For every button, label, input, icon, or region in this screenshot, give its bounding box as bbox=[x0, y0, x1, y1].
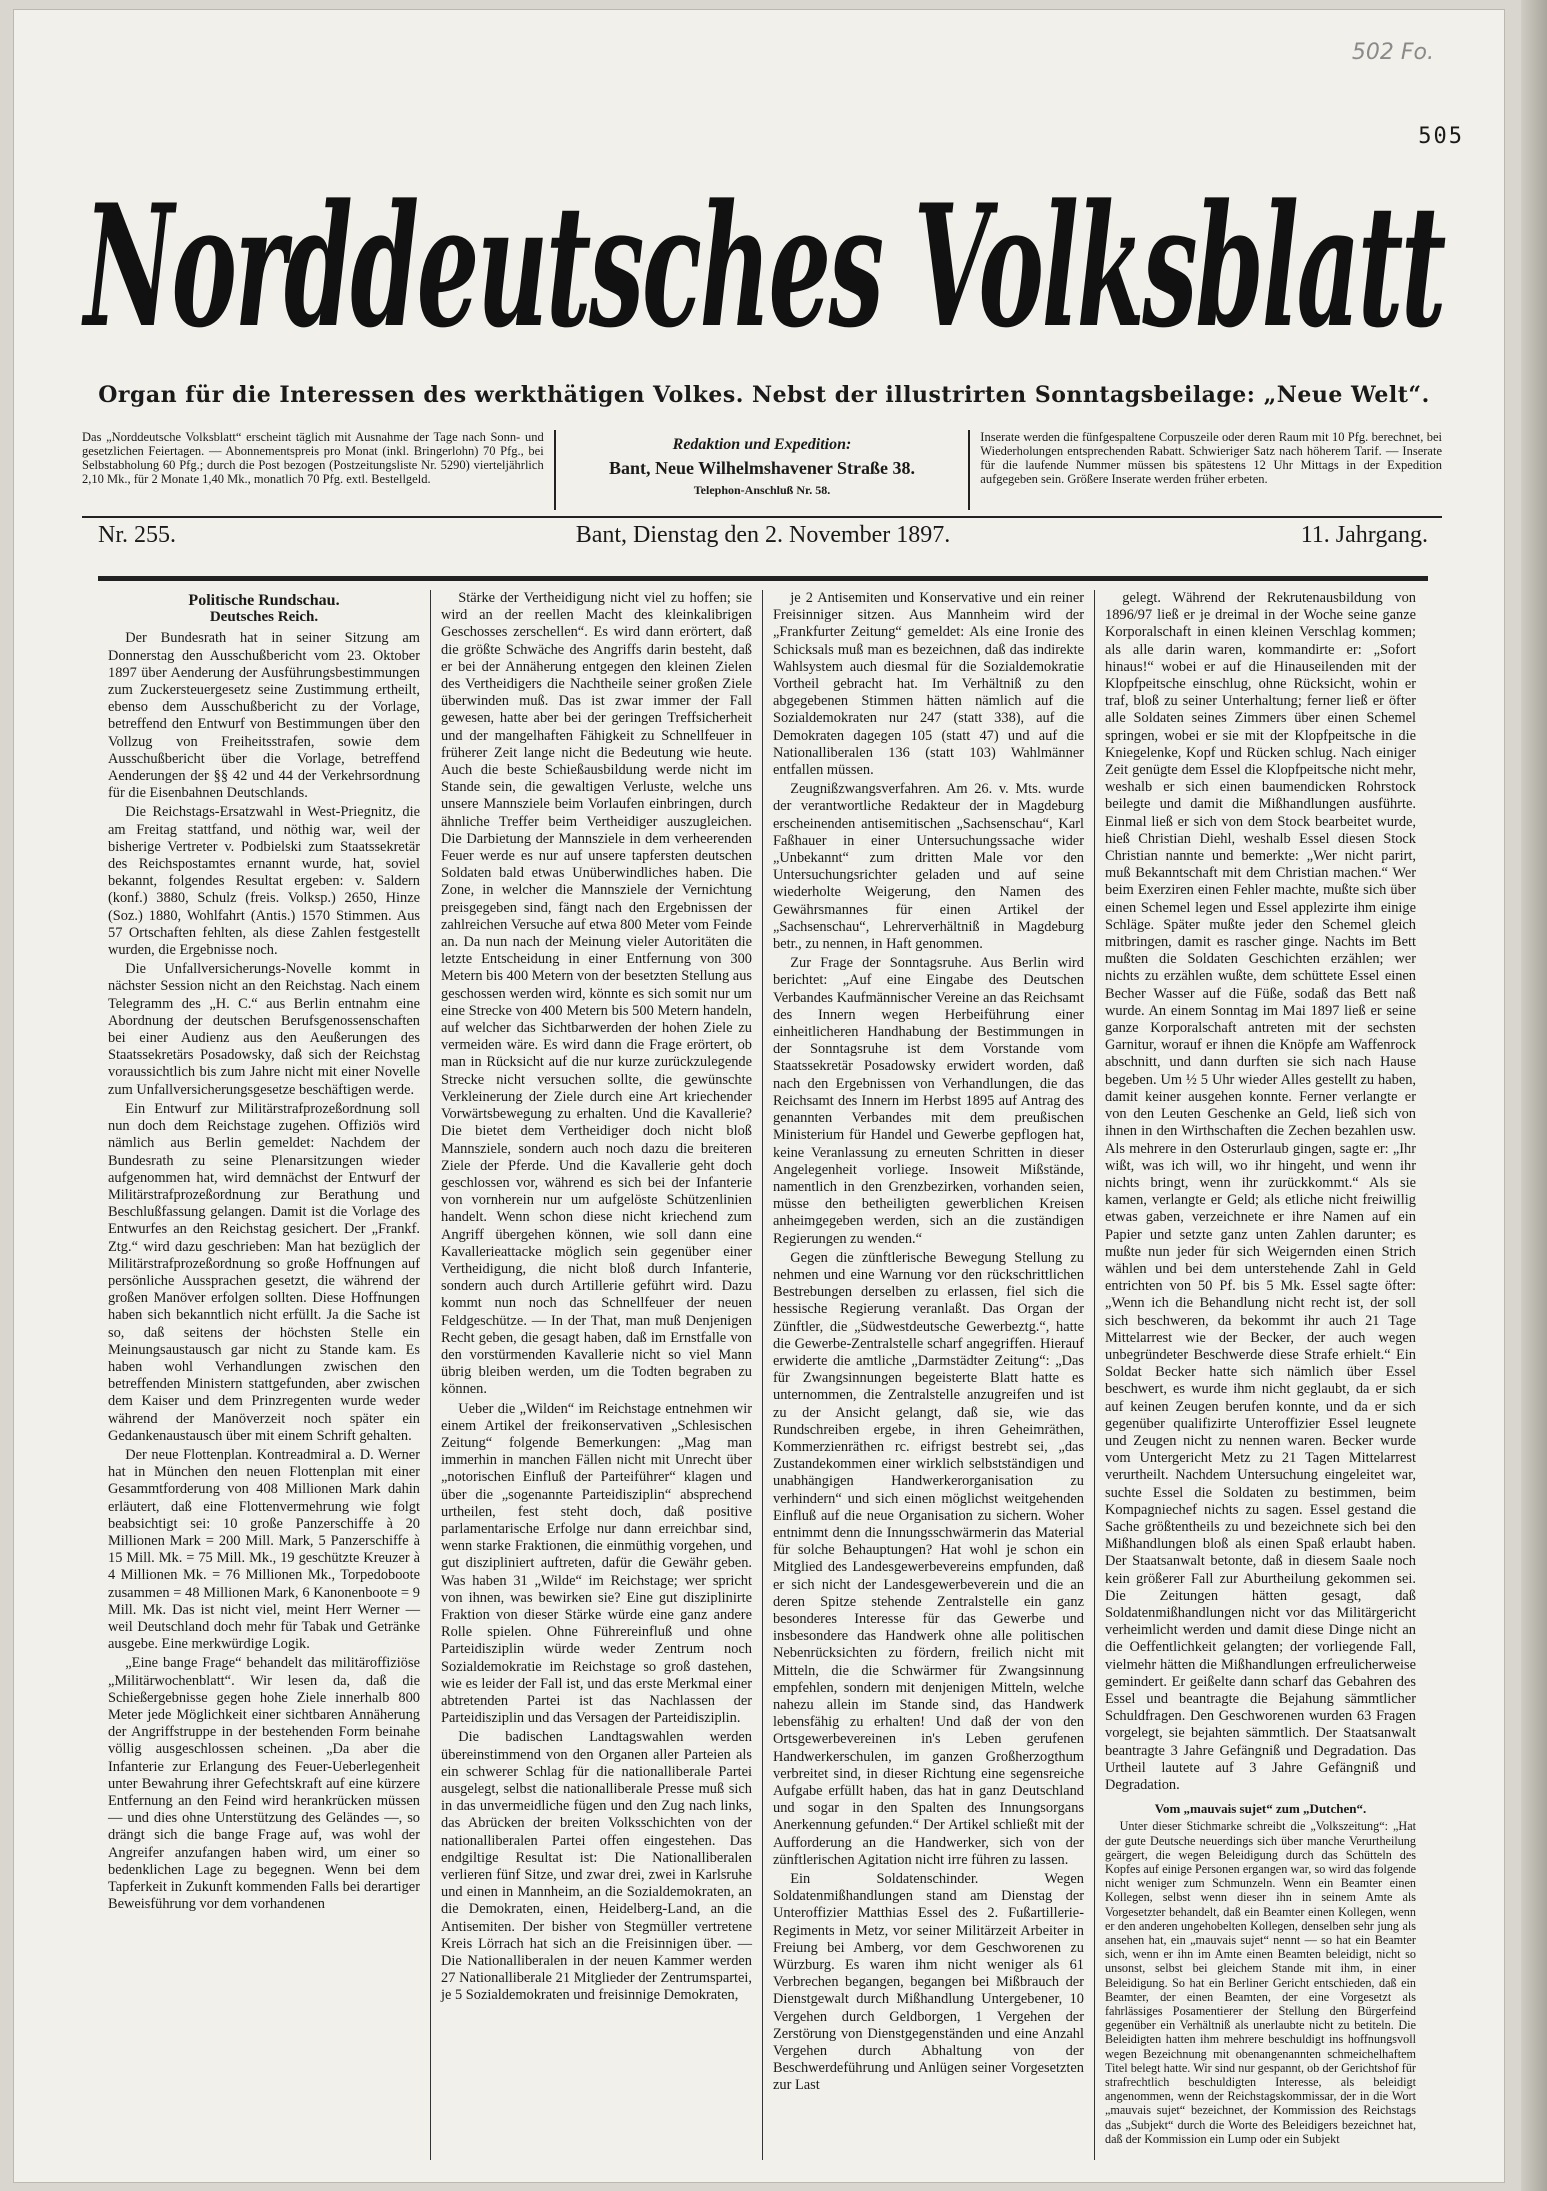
article-paragraph: Der Bundesrath hat in seiner Sitzung am Donnerstag den Ausschußbericht vom 23. Oktober 1897 über Aenderung der Ausführungsbestimmungen zum Zuckersteuergesetz seine Zustimmung ertheilt, ebenso dem Ausschußbericht zu der Vorlage, betreffend den Entwurf von Bestimmungen über den Vollzug von Freiheitsstrafen, sowie dem Ausschußbericht über die Vorlage, betreffend Aenderungen der §§ 42 und 44 der Verkehrsordnung für die Eisenbahnen Deutschlands. bbox=[108, 630, 420, 802]
article-paragraph: gelegt. Während der Rekrutenausbildung von 1896/97 ließ er je dreimal in der Woche seine ganze Korporalschaft in einen kleinen Verschlag kommen; als alle darin waren, kommandirte er: „Sofort hinaus!“ wobei er auf die Hinauseilenden mit der Klopfpeitsche einschlug, ohne Rücksicht, wohin er traf, bloß zu seiner Unterhaltung; ferner ließ er öfter alle Soldaten seines Zimmers über einen Schemel springen, wobei er sie mit der Klopfpeitsche in die Kniegelenke, Kopf und Rücken schlug. Nach einiger Zeit genügte dem Essel die Klopfpeitsche nicht mehr, weshalb er sich einen baumendicken Rohrstock beilegte und damit die Mißhandlungen ausführte. Einmal ließ er sich von dem Stock bearbeitet wurde, hieß Christian Diehl, weshalb Essel diesen Stock Christian nannte und bemerkte: „Wer nicht parirt, muß Bekanntschaft mit dem Christian machen.“ Wer beim Exerziren einen Fehler machte, mußte sich über einen Schemel legen und Essel applezirte ihm einige Schläge. Später mußte jeder den Schemel gleich mitbringen, damit es rascher ginge. Nachts im Bett mußten die Soldaten Geschichten erzählen; wer nichts zu erzählen wußte, dem schüttete Essel einen Becher Wasser auf die Füße, sodaß das Bett naß wurde. An einem Sonntag im Mai 1897 ließ er seine ganze Korporalschaft antreten mit der sechsten Garnitur, worauf er ihnen die Knöpfe am Waffenrock abschnitt, und dann durften sie sich nach Hause begeben. Um ½ 5 Uhr wieder Alles gestellt zu haben, damit keiner ausgehen konnte. Ferner verlangte er von den Leuten Geschenke an Geld, ließ sich von ihnen in den Wirthschaften die Zechen bezahlen usw. Als mehrere in den Osterurlaub gingen, sagte er: „Ihr wißt, was ich will, wo ihr hingeht, und wenn ihr nichts bringt, wenn ihr zurückkommt.“ Als sie kamen, verlangte er Geld; als etliche nicht freiwillig etwas gaben, verzeichnete er ihre Namen auf ein Papier und setzte ganz unten Zahlen darunter; es mußte nun jeder für sich Weigernden einen Strich wählen und bei dem unterstehende Zahl in Geld entrichten von 50 Pf. bis 5 Mk. Essel sagte öfter: „Wenn ich die Behandlung nicht recht ist, der soll sich beschweren, da bekommt ihr auch 21 Tage Mittelarrest wie der Becker, der auch wegen unbegründeter Beschwerde diese Strafe erhielt.“ Ein Soldat Becker hatte sich nämlich über Essel beschwert, es wurde ihm nicht geglaubt, da er sich auf keinen Zeugen berufen konnte, und da er sich gegenüber qualifizirte Unteroffizier Essel leugnete und Zeugen nicht zu nennen waren. Becker wurde vom Untergericht Metz zu 21 Tagen Mittelarrest verurtheilt. Nachdem Untersuchung eingeleitet war, suchte Essel die Soldaten zu bestimmen, beim Kompagniechef nichts zu sagen. Essel gestand die Sache größtentheils zu und bezeichnete sich bei den Mißhandlungen bloß als einen Spaß erlaubt haben. Der Staatsanwalt betonte, daß in diesem Saale noch kein größerer Fall zur Aburtheilung gekommen sei. Die Zeitungen hätten gesagt, daß Soldatenmißhandlungen nicht vor das Militärgericht verheimlicht werden und damit diese Dinge nicht an die Oeffentlichkeit gelangten; der vorliegende Fall, vielmehr hätten die Mißhandlungen erfreulicherweise gemindert. Er geißelte dann scharf das Gebahren des Essel und beantragte die Bejahung sämmtlicher Schuldfragen. Den Geschworenen wurden 63 Fragen vorgelegt, sie bejahten sämmtlich. Der Staatsanwalt beantragte 3 Jahre Gefängniß und Degradation. Das Urtheil lautete auf 3 Jahre Gefängniß und Degradation. bbox=[1105, 590, 1416, 1794]
binding-spine bbox=[1521, 0, 1547, 2191]
pencil-note: 502 Fo. bbox=[1351, 40, 1434, 65]
subsection-heading: Deutsches Reich. bbox=[209, 609, 319, 626]
article-paragraph: „Eine bange Frage“ behandelt das militäroffiziöse „Militärwochenblatt“. Wir lesen da, daß die Schießergebnisse gegen hohe Ziele innerhalb 800 Meter jede Möglichkeit einer sichtbaren Annäherung der Angriffstruppe in der bestehenden Form beinahe völlig ausgeschlossen scheinen. „Da aber die Infanterie zur Erlangung des Feuer-Ueberlegenheit unter Bewahrung ihrer Gefechtskraft auf eine kürzere Entfernung an den Feind wird herankrücken müssen — und dies ohne Unterstützung des Geländes —, so drängt sich die bange Frage auf, was wohl der Angreifer anzufangen haben wird, um einer so bedenklichen Lage zu begegnen. Wenn bei dem Tapferkeit in Zukunft kommenden Falls bei derartiger Beweisführung vor dem vorhandenen bbox=[108, 1655, 420, 1913]
section-heading: Politische Rundschau. bbox=[188, 592, 340, 609]
editorial-office-phone: Telephon-Anschluß Nr. 58. bbox=[693, 483, 831, 497]
info-row bbox=[82, 430, 1442, 510]
dateline bbox=[98, 522, 1428, 558]
issue-date: Bant, Dienstag den 2. November 1897. bbox=[575, 522, 951, 548]
article-paragraph: Stärke der Vertheidigung nicht viel zu hoffen; sie wird an der reellen Macht des kleinkalibrigen Geschosses zerschellen“. Es wird dann erörtert, daß die größte Schwäche des Angriffs darin besteht, daß er bei der Annäherung entgegen den kleinen Zielen des Vertheidigers die Nachtheile seiner großen Ziele überwinden muß. Das ist zwar immer der Fall gewesen, hatte aber bei der geringen Treffsicherheit und der mangelhaften Fähigkeit zu Schnellfeuer in früherer Zeit lange nicht die Bedeutung wie heute. Auch die beste Schießausbildung werde nicht im Stande sein, die gewaltigen Verluste, welche uns unsere Mannsziele beim Vorlaufen einbringen, durch ähnliche Treffer beim Vertheidiger auszugleichen. Die Darbietung der Mannsziele in dem verheerenden Feuer werde es nur auf unsere tapfersten deutschen Soldaten bald etwas Unüberwindliches haben. Die Zone, in welcher die Mannsziele der Vernichtung preisgegeben sind, fängt nach den Ergebnissen der zahlreichen Versuche auf etwa 800 Meter vom Feinde an. Da nun nach der Meinung vieler Autoritäten die letzte Entscheidung in einer Entfernung von 300 Metern bis 400 Metern von der besetzten Stellung aus geschossen werden wird, könnte es sich somit nur um eine Strecke von 400 Metern bis 500 Metern handeln, auf welcher das Sichtbarwerden der hohen Ziele zu vermeiden wäre. Es wird dann die Frage erörtert, ob man in Rücksicht auf die nur kurze zurückzulegende Strecke nicht versuchen sollte, die gewünschte Verkleinerung der Ziele durch eine Art kriechender Vorwärtsbewegung zu erhalten. Und die Kavallerie? Die bietet dem Vertheidiger doch nicht bloß Mannsziele, sondern auch noch dazu die breiteren Ziele der Pferde. Und die Kavallerie geht doch geschlossen vor, während es sich bei der Infanterie von vornherein nur um aufgelöste Schützenlinien handelt. Wenn schon diese nicht kriechend zum Angriff übergehen können, wie soll dann eine Kavallerieattacke möglich sein gegenüber einer Vertheidigung, die nicht bloß durch Infanterie, sondern auch durch Artillerie geführt wird. Dazu kommt nun noch das Schnellfeuer der neuen Feldgeschütze. — In der That, man muß Denjenigen Recht geben, die gesagt haben, daß im Ernstfalle von den vorstürmenden Kavallerie nicht so viel Mann übrig bleiben werden, um die Todten begraben zu können. bbox=[441, 590, 752, 1398]
article-paragraph: Die Unfallversicherungs-Novelle kommt in nächster Session nicht an den Reichstag. Nach einem Telegramm des „H. C.“ aus Berlin entnahm eine Abordnung der deutschen Berufsgenossenschaften bei einer Audienz aus den Aeußerungen des Staatssekretärs Posadowsky, daß sich der Reichstag voraussichtlich bis zum Jahre nicht mit einer Novelle zum Unfallversicherungsgesetze beschäftigen werde. bbox=[108, 961, 420, 1098]
dateline-rule bbox=[98, 576, 1428, 581]
article-paragraph: Ueber die „Wilden“ im Reichstage entnehmen wir einem Artikel der freikonservativen „Schlesischen Zeitung“ folgende Bemerkungen: „Mag man immerhin in manchen Fällen nicht mit Unrecht über „notorischen Einfluß der Parteiführer“ klagen und über die „sogenannte Parteidisziplin“ absprechend urtheilen, fest steht doch, daß positive parlamentarische Erfolge nur dann erreichbar sind, wenn starke Fraktionen, die einmüthig vorgehen, und gut diszipliniert auftreten, dafür die Gewähr geben. Was haben 31 „Wilde“ im Reichstage; wer spricht von ihnen, was bewirken sie? Eine gut disziplinirte Fraktion von dieser Stärke würde eine ganz andere Rolle spielen. Ohne Führereinfluß und ohne Parteidisziplin würde weder Zentrum noch Sozialdemokratie im Reichstage so groß dastehen, wie es leider der Fall ist, und das erste Merkmal einer abtretenden Partei ist das Nachlassen der Parteidisziplin und das Versagen der Parteidisziplin. bbox=[441, 1400, 752, 1727]
editorial-office bbox=[554, 430, 971, 510]
article-paragraph: Zur Frage der Sonntagsruhe. Aus Berlin wird berichtet: „Auf eine Eingabe des Deutschen Verbandes Kaufmännischer Vereine an das Reichsamt des Innern wegen Herbeiführung einer einheitlicheren Handhabung der Bestimmungen in der Sonntagsruhe ist dem Vorstande vom Staatssekretär Posadowsky erwidert worden, daß nach den Ergebnissen von Verhandlungen, die das Reichsamt des Innern im Herbst 1895 auf Antrag des genannten Verbandes mit dem preußischen Ministerium für Handel und Gewerbe gepflogen hat, keine Veranlassung zu erneuten Schritten in dieser Angelegenheit vorliege. Insoweit Mißstände, namentlich in den Grenzbezirken, vorhanden seien, müsse den betheiligten gewerblichen Kreisen anheimgegeben werden, sich an die zuständigen Regierungen zu wenden.“ bbox=[773, 955, 1084, 1247]
article-paragraph: Zeugnißzwangsverfahren. Am 26. v. Mts. wurde der verantwortliche Redakteur der in Magdeburg erscheinenden antisemitischen „Sachsenschau“, Karl Faßhauer in einer Untersuchungssache wider „Unbekannt“ zum dritten Male vor den Untersuchungsrichter geladen und auf seine wiederholte Weigerung, den Namen des Gewährsmannes für einen Artikel der „Sachsenschau“, Lehrerverhältniß in Magdeburg betr., zu nennen, in Haft genommen. bbox=[773, 781, 1084, 953]
volume-number: 11. Jahrgang. bbox=[1300, 522, 1428, 548]
article-paragraph: Unter dieser Stichmarke schreibt die „Volkszeitung“: „Hat der gute Deutsche neuerdings sich über manche Verurtheilung geärgert, die wegen Beleidigung durch das Schütteln des Kopfes auf einige Personen ergangen war, so wird das folgende nicht weniger zum Schmunzeln. Wenn ein Beamter einen Kollegen, selbst wenn dieser ihn in seinem Amte als Vorgesetzter behandelt, daß ein Beamter einen Kollegen, wenn er den anderen ungehobelten Kollegen, denselben sehr jung als ansehen hat, ein „mauvais sujet“ nennt — so hat ein Beamter sich, wenn er ihn im Amte einen Beamten beleidigt, nicht so unsonst, selbst bei gleichem Stande mit ihm, in einer Beleidigung. So hat ein Berliner Gericht entschieden, daß ein Beamter, der einen Beamten, der eine Vorgesetzt als fahrlässiges Posamentierer der Stellung den Bürgerfeind gegenüber ein Verhältniß als unerlaubte nicht zu betiteln. Die Beleidigten hatten ihm mehrere beschuldigt ins hoffnungsvoll wegen Bezeichnung mit obenangenannten schmeichelhaftem Titel belegt hatte. Wir sind nur gespannt, ob der Gerichtshof für strafrechtlich beschuldigten Interesse, als beleidigt angenommen, wenn der Reichstagskommissar, der in die Wort „mauvais sujet“ bezeichnet, der Kommission des Reichstags das „Subjekt“ durch die Worte des Beleidigers bezeichnet hat, daß der Kommission ein Lump oder ein Subjekt bbox=[1105, 1819, 1416, 2146]
article-paragraph: Gegen die zünftlerische Bewegung Stellung zu nehmen und eine Warnung vor den rückschrittlichen Bestrebungen derselben zu erlassen, fiel sich die hessische Regierung veranlaßt. Das Organ der Zünftler, die „Südwestdeutsche Gewerbeztg.“, hatte die Gewerbe-Zentralstelle scharf angegriffen. Hierauf erwiderte die amtliche „Darmstädter Zeitung“: „Das für Zwangsinnungen begeisterte Blatt hatte es unternommen, die Zentralstelle anzugreifen und ist zu der Ansicht gelangt, daß sie, wie das Rundschreiben ergebe, in ihren Geheimräthen, Kommerzienräthen rc. eifrigst bestrebt sei, „das Zustandekommen einer wirklich selbstständigen und unabhängigen Handwerkerorganisation zu verhindern“ und sich einen möglichst weitgehenden Einfluß auf die neue Organisation zu sichern. Woher entnimmt denn die Innungsschwärmerin das Material für solche Behauptungen? Hat wohl je schon ein Mitglied des Landesgewerbevereins empfunden, daß er sich nicht der Landesgewerbeverein und die an deren Spitze stehende Zentralstelle ein ganz besonderes Interesse für das Gewerbe und insbesondere das Handwerk ohne alle politischen Nebenrücksichten zu fördern, freilich nicht mit Mitteln, die die Schwärmer für Zwangsinnung empfehlen, sondern mit denjenigen Mitteln, welche nahezu allein im Stande sind, das Handwerk lebensfähig zu erhalten! Und daß der von den Ortsgewerbevereinen in's Leben gerufenen Handwerkerschulen, im ganzen Großherzogthum verbreitet sind, in dieser Richtung eine segensreiche Aufgabe erfüllt haben, das hat in ganz Deutschland und sogar in den Spalten des Innungsorgans Anerkennung gefunden.“ Der Artikel schließt mit der Aufforderung an die Handwerker, sich von der zünftlerischen Agitation nicht irre führen zu lassen. bbox=[773, 1249, 1084, 1868]
article-paragraph: Die Reichstags-Ersatzwahl in West-Priegnitz, die am Freitag stattfand, und nöthig war, weil der bisherige Vertreter v. Podbielski zum Staatssekretär des Reichspostamtes ernannt wurde, hat, soviel bekannt, folgendes Resultat ergeben: v. Saldern (konf.) 3880, Schulz (freis. Volksp.) 2650, Hinze (Soz.) 1880, Wohlfahrt (Antis.) 1570 Stimmen. Aus 57 Ortschaften fehlten, als diese Zahlen festgestellt wurden, die Ergebnisse noch. bbox=[108, 804, 420, 959]
header-rule bbox=[82, 516, 1442, 518]
editorial-office-title: Redaktion und Expedition: bbox=[672, 436, 852, 453]
advertising-info: Inserate werden die fünfgespaltene Corpuszeile oder deren Raum mit 10 Pfg. berechnet, bei Wiederholungen entsprechenden Rabatt. Schwieriger Satz nach höherem Tarif. — Inserate für die laufende Nummer müssen bis spätestens 12 Uhr Mittags in der Expedition aufgegeben sein. Größere Inserate werden früher erbeten. bbox=[980, 430, 1442, 486]
article-paragraph: Ein Soldatenschinder. Wegen Soldatenmißhandlungen stand am Dienstag der Unteroffizier Matthias Essel des 2. Fußartillerie-Regiments in Metz, vor seiner Militärzeit Arbeiter in Freiung bei Amberg, vor dem Geschworenen zu Würzburg. Es waren ihm nicht weniger als 61 Verbrechen begangen, begangen bei Mißbrauch der Dienstgewalt durch Mißhandlung Untergebener, 10 Vergehen durch Geldborgen, 1 Vergehen der Zerstörung von Dienstgegenständen und eine Anzahl Vergehen durch Abhaltung von der Beschwerdeführung und Anlügen seiner Vorgesetzten zur Last bbox=[773, 1871, 1084, 2094]
article-paragraph: je 2 Antisemiten und Konservative und ein reiner Freisinniger sitzen. Aus Mannheim wird der „Frankfurter Zeitung“ gemeldet: Als eine Ironie des Schicksals muß man es bezeichnen, daß das indirekte Wahlsystem auch diesmal für die Sozialdemokratie Vortheil gebracht hat. Im Verhältniß zu den abgegebenen Stimmen hätten nämlich auf die Sozialdemokraten nur 247 (statt 338), auf die Demokraten dagegen 105 (statt 47) und auf die Nationalliberalen 136 (statt 103) Wahlmänner entfallen müssen. bbox=[773, 590, 1084, 779]
article-columns bbox=[98, 590, 1428, 2160]
article-paragraph: Der neue Flottenplan. Kontreadmiral a. D. Werner hat in München den neuen Flottenplan mit einer Gesammtforderung von 408 Millionen Mark dahin erläutert, daß eine Flottenvermehrung wie folgt beabsichtigt sei: 10 große Panzerschiffe à 20 Millionen Mark = 200 Mill. Mark, 5 Panzerschiffe à 15 Mill. Mk. = 75 Mill. Mk., 19 geschützte Kreuzer à 4 Millionen Mk. = 76 Millionen Mk., Torpedoboote zusammen = 48 Millionen Mark, 6 Kanonenboote = 9 Mill. Mk. Das ist nicht viel, meint Herr Werner — weil Deutschland doch mehr für Tabak und Getränke ausgebe. Eine merkwürdige Logik. bbox=[108, 1446, 420, 1653]
article-heading: Vom „mauvais sujet“ zum „Dutchen“. bbox=[1154, 1801, 1367, 1817]
editorial-office-address: Bant, Neue Wilhelmshavener Straße 38. bbox=[608, 458, 915, 478]
issue-number: Nr. 255. bbox=[98, 522, 176, 548]
article-paragraph: Ein Entwurf zur Militärstrafprozeßordnung soll nun doch dem Reichstage zugehen. Offiziös wird nämlich aus Berlin gemeldet: Nachdem der Bundesrath zu seine Plenarsitzungen wieder aufgenommen hat, wird demnächst der Entwurf der Militärstrafprozeßordnung zur Berathung und Beschlußfassung gelangen. Damit ist die Vorlage des Entwurfes an den Reichstag gesichert. Der „Frankf. Ztg.“ wird dazu geschrieben: Man hat bezüglich der Militärstrafprozeßordnung so große Hoffnungen auf persönliche Aussprachen gesetzt, die während der großen Manöver erfolgen sollten. Diese Hoffnungen haben sich bekanntlich nicht erfüllt. Ja die Sache ist so, daß seitens der höchsten Stelle ein Meinungsaustausch gar nicht zu Stande kam. Es haben wohl Verhandlungen zwischen den betreffenden Ministern stattgefunden, aber zwischen dem Kaiser und dem Prinzregenten wurde weder während der Manöverzeit noch später ein Gedankenaustausch über mit einem Schrift gehalten. bbox=[108, 1100, 420, 1444]
subscription-info: Das „Norddeutsche Volksblatt“ erscheint täglich mit Ausnahme der Tage nach Sonn- und gesetzlichen Feiertagen. — Abonnementspreis pro Monat (inkl. Bringerlohn) 70 Pfg., bei Selbstabholung 60 Pfg.; durch die Post bezogen (Postzeitungsliste Nr. 5290) vierteljährlich 2,10 Mk., für 2 Monate 1,40 Mk., monatlich 70 Pfg. extl. Bestellgeld. bbox=[82, 430, 544, 486]
page-number: 505 bbox=[1418, 124, 1464, 149]
column-4 bbox=[1094, 590, 1426, 2160]
newspaper-page bbox=[14, 10, 1504, 2182]
article-paragraph: Die badischen Landtagswahlen werden übereinstimmend von den Organen aller Parteien als ein schwerer Schlag für die nationalliberale Partei ausgelegt, selbst die nationalliberale Presse muß sich in das unvermeidliche fügen und den Zug nach links, das Abrücken der breiten Volksschichten von der nationalliberalen Partei offen eingestehen. Das endgiltige Resultat ist: Die Nationalliberalen verlieren fünf Sitze, und zwar drei, zwei in Karlsruhe und einen in Mannheim, an die Sozialdemokraten, an die Demokraten, einen, Heidelberg-Land, an die Antisemiten. Der bisher von Stegmüller vertretene Kreis Lörrach hat sich an die Freisinnigen über. — Die Nationalliberalen in der neuen Kammer werden 27 Nationalliberale 21 Mitglieder der Zentrumspartei, je 5 Sozialdemokraten und freisinnige Demokraten, bbox=[441, 1729, 752, 2004]
column-1 bbox=[98, 590, 430, 2160]
masthead-svg bbox=[74, 145, 1454, 375]
masthead-text: Norddeutsches Volksblatt bbox=[81, 167, 1446, 365]
column-3 bbox=[762, 590, 1094, 2160]
masthead-title bbox=[74, 145, 1454, 375]
column-2 bbox=[430, 590, 762, 2160]
masthead-subtitle: Organ für die Interessen des werkthätigen Volkes. Nebst der illustrirten Sonntagsbeilage: „Neue Welt“. bbox=[98, 382, 1430, 408]
